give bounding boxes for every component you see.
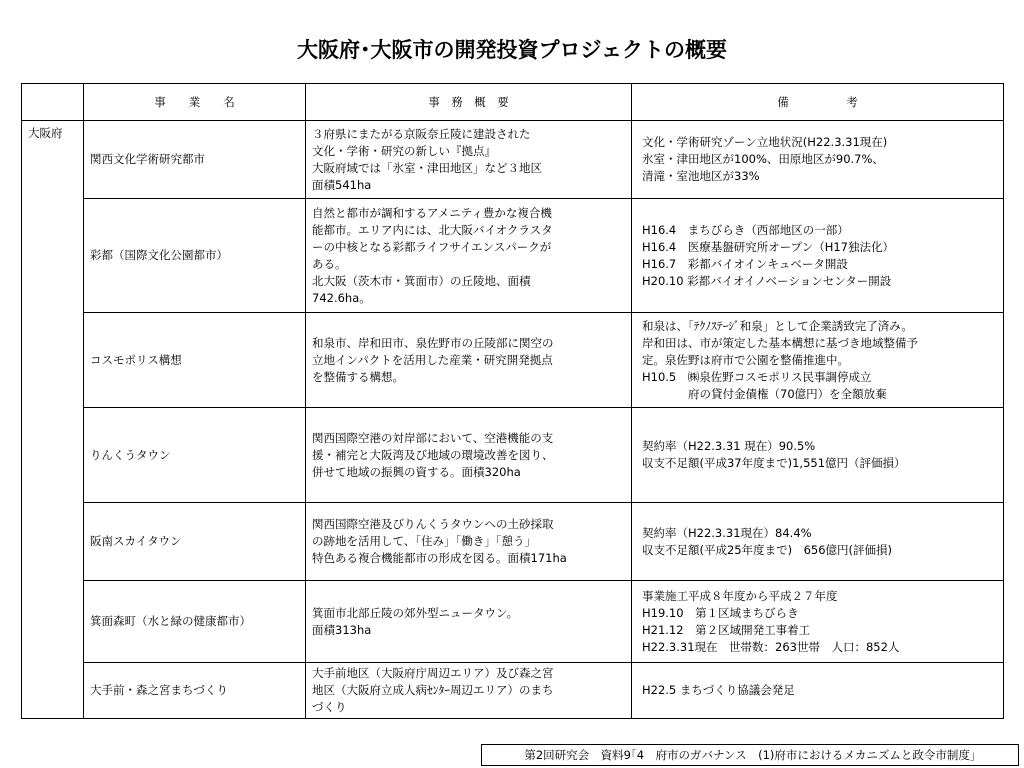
project-summary: 関西国際空港の対岸部において、空港機能の支 援・補完と大阪湾及び地域の環境改善を図り、 併せて地域の振興の資する。面積320ha	[306, 408, 632, 503]
project-notes: 契約率（H22.3.31現在）84.4% 収支不足額(平成25年度まで) 656億円(評価損)	[632, 503, 1004, 581]
project-name: 阪南スカイタウン	[84, 503, 306, 581]
project-summary: 和泉市、岸和田市、泉佐野市の丘陵部に関空の 立地インパクトを活用した産業・研究開発拠点 を整備する構想。	[306, 313, 632, 408]
project-summary: 関西国際空港及びりんくうタウンへの土砂採取 の跡地を活用して、「住み」「働き」「憩う」 特色ある複合機能都市の形成を図る。面積171ha	[306, 503, 632, 581]
table-row	[22, 503, 1004, 581]
project-name: 彩都（国際文化公園都市）	[84, 199, 306, 313]
project-name: 大手前・森之宮まちづくり	[84, 663, 306, 719]
project-summary: ３府県にまたがる京阪奈丘陵に建設された 文化・学術・研究の新しい『拠点』 大阪府域では「氷室・津田地区」など３地区 面積541ha	[306, 121, 632, 199]
table-row	[22, 663, 1004, 719]
header-project-name: 事 業 名	[84, 84, 306, 121]
project-notes: H16.4 まちびらき（西部地区の一部） H16.4 医療基盤研究所オープン（H17独法化） H16.7 彩都バイオインキュベータ開設 H20.10 彩都バイオイノベーションセンター開設	[632, 199, 1004, 313]
table-header-row	[22, 84, 1004, 121]
project-notes: 事業施工平成８年度から平成２７年度 H19.10 第１区域まちびらき H21.12 第２区域開発工事着工 H22.3.31現在 世帯数：263世帯 人口：852人	[632, 581, 1004, 663]
project-summary: 自然と都市が調和するアメニティ豊かな複合機 能都市。エリア内には、北大阪バイオクラスタ ーの中核となる彩都ライフサイエンスパークが ある。 北大阪（茨木市・箕面市）の丘陵地、面積 742.6ha。	[306, 199, 632, 313]
page-title: 大阪府･大阪市の開発投資プロジェクトの概要	[296, 38, 728, 62]
project-notes: 契約率（H22.3.31 現在）90.5% 収支不足額(平成37年度まで)1,551億円（評価損）	[632, 408, 1004, 503]
table-row	[22, 199, 1004, 313]
project-summary: 大手前地区（大阪府庁周辺エリア）及び森之宮 地区（大阪府立成人病ｾﾝﾀｰ周辺エリア）のまち づくり	[306, 663, 632, 719]
table-row	[22, 121, 1004, 199]
project-notes: 文化・学術研究ゾーン立地状況(H22.3.31現在) 氷室・津田地区が100%、田原地区が90.7%、 清滝・室池地区が33%	[632, 121, 1004, 199]
table-row	[22, 313, 1004, 408]
project-notes: H22.5 まちづくり協議会発足	[632, 663, 1004, 719]
project-notes: 和泉は、「ﾃｸﾉｽﾃｰｼﾞ和泉」として企業誘致完了済み。 岸和田は、市が策定した基本構想に基づき地域整備予 定。泉佐野は府市で公園を整備推進中。 H10.5 ㈱泉佐野コスモポリス民事調停成立 府の貸付金債権（70億円）を全額放棄	[632, 313, 1004, 408]
header-summary: 事 務 概 要	[306, 84, 632, 121]
project-table	[21, 83, 1004, 719]
header-notes: 備 考	[632, 84, 1004, 121]
project-name: コスモポリス構想	[84, 313, 306, 408]
project-name: りんくうタウン	[84, 408, 306, 503]
table-row	[22, 581, 1004, 663]
header-region	[22, 84, 84, 121]
project-name: 箕面森町（水と緑の健康都市）	[84, 581, 306, 663]
region-cell: 大阪府	[22, 121, 84, 719]
source-footnote: 第2回研究会 資料9｢4 府市のガバナンス (1)府市におけるメカニズムと政令市制度｣	[481, 744, 1019, 766]
table-row	[22, 408, 1004, 503]
project-summary: 箕面市北部丘陵の郊外型ニュータウン。 面積313ha	[306, 581, 632, 663]
project-name: 関西文化学術研究都市	[84, 121, 306, 199]
